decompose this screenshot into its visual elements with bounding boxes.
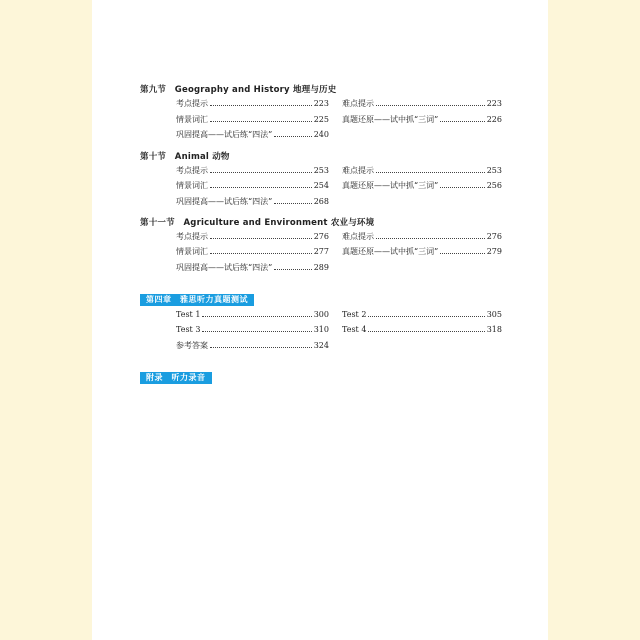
entry-label: 考点提示 bbox=[176, 232, 208, 241]
leader-dots bbox=[210, 181, 312, 188]
entry-label: Test 4 bbox=[342, 325, 367, 334]
leader-dots bbox=[210, 115, 312, 122]
leader-dots bbox=[376, 232, 485, 239]
toc-entry[interactable] bbox=[176, 130, 329, 140]
leader-dots bbox=[274, 130, 312, 137]
toc-entry[interactable] bbox=[176, 263, 329, 273]
entry-label: 巩固提高——试后练“四法” bbox=[176, 263, 273, 272]
leader-dots bbox=[440, 247, 485, 254]
toc-page bbox=[92, 0, 548, 640]
page-number: 279 bbox=[486, 247, 502, 256]
page-number: 254 bbox=[313, 181, 329, 190]
toc-entry[interactable] bbox=[176, 166, 329, 176]
entry-label: 情景词汇 bbox=[176, 181, 208, 190]
page-number: 324 bbox=[313, 341, 329, 350]
entry-label: 巩固提高——试后练“四法” bbox=[176, 197, 273, 206]
leader-dots bbox=[368, 310, 484, 317]
toc-entry[interactable] bbox=[342, 247, 502, 257]
page-number: 223 bbox=[486, 99, 502, 108]
toc-entry[interactable] bbox=[176, 247, 329, 257]
leader-dots bbox=[440, 115, 485, 122]
page-number: 223 bbox=[313, 99, 329, 108]
page-number: 253 bbox=[486, 166, 502, 175]
entry-label: 情景词汇 bbox=[176, 247, 208, 256]
chapter-banner[interactable]: 第四章 雅思听力真题测试 bbox=[140, 294, 254, 306]
appendix-banner[interactable]: 附录 听力录音 bbox=[140, 372, 212, 384]
toc-entry[interactable] bbox=[342, 99, 502, 109]
page-number: 318 bbox=[486, 325, 502, 334]
leader-dots bbox=[202, 310, 311, 317]
entry-label: 难点提示 bbox=[342, 232, 374, 241]
entry-label: 巩固提高——试后练“四法” bbox=[176, 130, 273, 139]
toc-entry[interactable] bbox=[176, 99, 329, 109]
entry-label: Test 1 bbox=[176, 310, 201, 319]
page-number: 277 bbox=[313, 247, 329, 256]
entry-label: 难点提示 bbox=[342, 166, 374, 175]
leader-dots bbox=[376, 166, 485, 173]
page-number: 240 bbox=[313, 130, 329, 139]
entry-label: 真题还原——试中抓“三词” bbox=[342, 181, 439, 190]
section-title: 第十一节 Agriculture and Environment 农业与环境 bbox=[140, 218, 375, 228]
page-number: 300 bbox=[313, 310, 329, 319]
section-title: 第九节 Geography and History 地理与历史 bbox=[140, 85, 337, 95]
toc-entry[interactable] bbox=[176, 310, 329, 320]
leader-dots bbox=[210, 247, 312, 254]
leader-dots bbox=[202, 325, 311, 332]
page-number: 225 bbox=[313, 115, 329, 124]
toc-entry[interactable] bbox=[342, 310, 502, 320]
entry-label: Test 3 bbox=[176, 325, 201, 334]
entry-label: 参考答案 bbox=[176, 341, 208, 350]
leader-dots bbox=[210, 99, 312, 106]
toc-entry[interactable] bbox=[342, 325, 502, 335]
page-number: 310 bbox=[313, 325, 329, 334]
page-number: 253 bbox=[313, 166, 329, 175]
page-number: 305 bbox=[486, 310, 502, 319]
leader-dots bbox=[440, 181, 485, 188]
leader-dots bbox=[376, 99, 485, 106]
entry-label: 考点提示 bbox=[176, 166, 208, 175]
entry-label: 真题还原——试中抓“三词” bbox=[342, 115, 439, 124]
section-title: 第十节 Animal 动物 bbox=[140, 152, 230, 162]
entry-label: 情景词汇 bbox=[176, 115, 208, 124]
toc-entry[interactable] bbox=[342, 181, 502, 191]
page-number: 289 bbox=[313, 263, 329, 272]
leader-dots bbox=[210, 232, 312, 239]
toc-entry[interactable] bbox=[342, 166, 502, 176]
entry-label: 真题还原——试中抓“三词” bbox=[342, 247, 439, 256]
page-number: 276 bbox=[313, 232, 329, 241]
page-number: 226 bbox=[486, 115, 502, 124]
entry-label: Test 2 bbox=[342, 310, 367, 319]
toc-entry[interactable] bbox=[176, 181, 329, 191]
toc-entry[interactable] bbox=[176, 341, 329, 351]
toc-entry[interactable] bbox=[176, 115, 329, 125]
toc-entry[interactable] bbox=[176, 325, 329, 335]
toc-entry[interactable] bbox=[342, 232, 502, 242]
leader-dots bbox=[210, 166, 312, 173]
toc-entry[interactable] bbox=[176, 197, 329, 207]
page-number: 268 bbox=[313, 197, 329, 206]
entry-label: 考点提示 bbox=[176, 99, 208, 108]
leader-dots bbox=[274, 263, 312, 270]
page-number: 256 bbox=[486, 181, 502, 190]
page-number: 276 bbox=[486, 232, 502, 241]
leader-dots bbox=[368, 325, 484, 332]
leader-dots bbox=[210, 341, 312, 348]
toc-entry[interactable] bbox=[176, 232, 329, 242]
toc-entry[interactable] bbox=[342, 115, 502, 125]
leader-dots bbox=[274, 197, 312, 204]
entry-label: 难点提示 bbox=[342, 99, 374, 108]
